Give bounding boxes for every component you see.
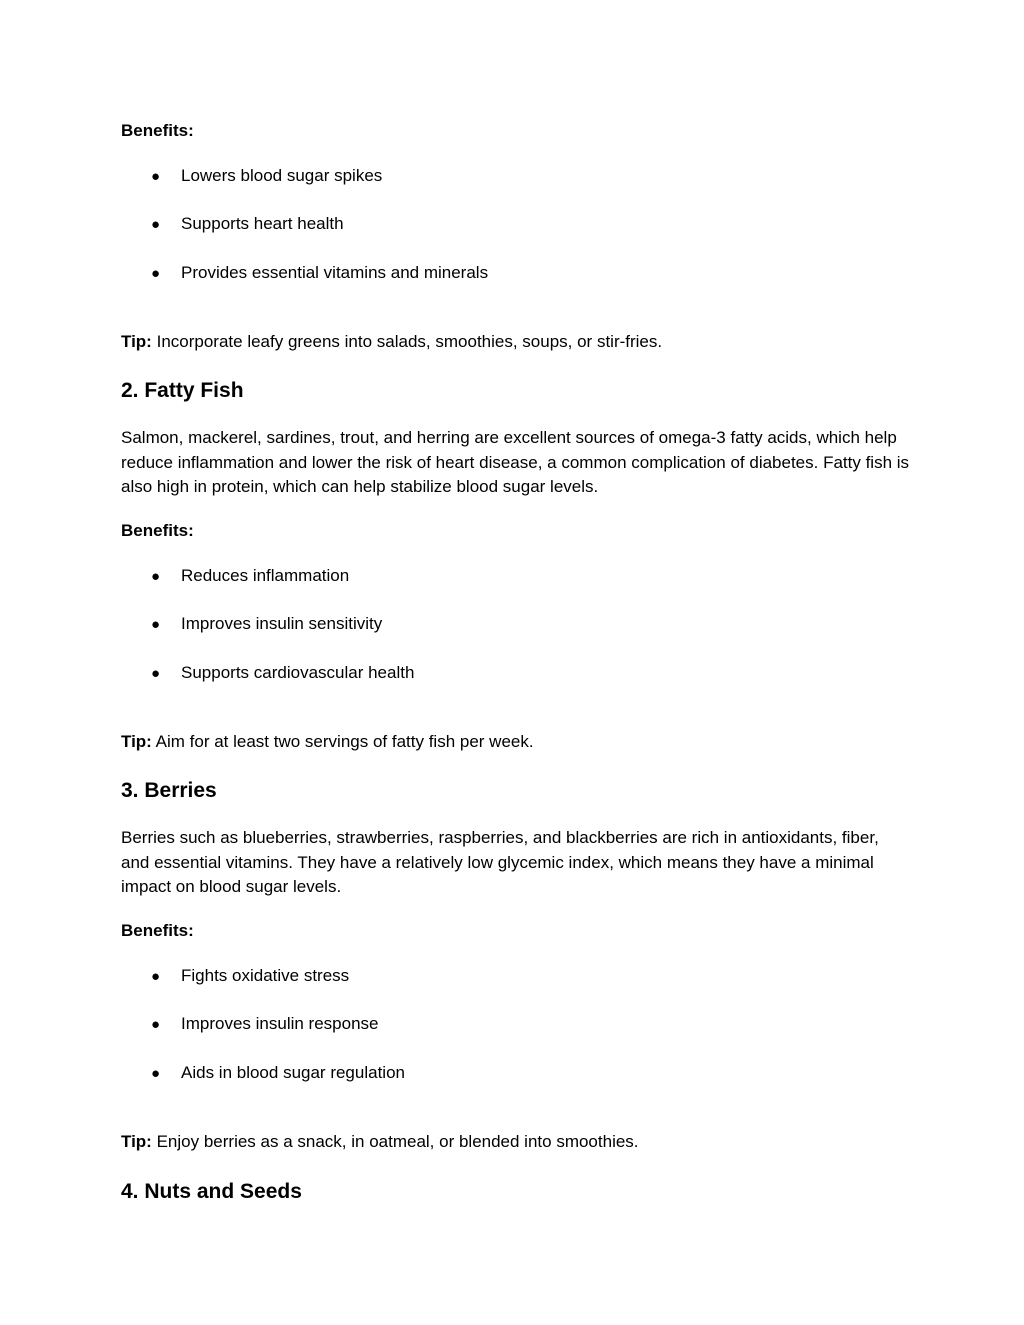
bullet-icon: ● [151,1065,161,1082]
section-heading: 2. Fatty Fish [121,379,244,402]
benefits-label: Benefits: [121,921,194,940]
bullet-icon: ● [151,168,161,185]
benefits-label: Benefits: [121,521,194,540]
list-item: ● Improves insulin sensitivity [151,614,383,633]
section-paragraph: Berries such as blueberries, strawberries, raspberries, and blackberries are rich in antioxidants, fiber, and essential vitamins. They have a relatively low glycemic index, which means they have a minimal impact on blood sugar levels. [121,828,879,896]
section-heading: 4. Nuts and Seeds [121,1180,302,1203]
list-item: ● Aids in blood sugar regulation [151,1063,405,1082]
tip-text: Aim for at least two servings of fatty fish per week. [155,732,534,751]
list-item: ● Provides essential vitamins and minerals [151,263,489,282]
tip-line [121,332,662,352]
tip-text: Enjoy berries as a snack, in oatmeal, or blended into smoothies. [156,1132,639,1151]
bullet-icon: ● [151,1016,161,1033]
tip-line [121,1132,639,1152]
list-item: ● Improves insulin response [151,1014,379,1033]
benefits-label: Benefits: [121,121,194,140]
tip-label: Tip: [121,332,152,351]
bullet-icon: ● [151,568,161,585]
bullet-icon: ● [151,216,161,233]
tip-line [121,732,534,752]
list-item: ● Lowers blood sugar spikes [151,166,383,185]
list-item: ● Supports heart health [151,214,344,233]
section-heading: 3. Berries [121,779,217,802]
bullet-icon: ● [151,616,161,633]
tip-label: Tip: [121,732,152,751]
tip-text: Incorporate leafy greens into salads, smoothies, soups, or stir-fries. [156,332,663,351]
list-item: ● Fights oxidative stress [151,966,350,985]
section-paragraph: Salmon, mackerel, sardines, trout, and herring are excellent sources of omega-3 fatty acids, which help reduce inflammation and lower the risk of heart disease, a common complication of diabetes. Fatty fish is also high in protein, which can help stabilize blood sugar levels. [121,428,910,496]
bullet-icon: ● [151,265,161,282]
tip-label: Tip: [121,1132,152,1151]
bullet-icon: ● [151,665,161,682]
list-item: ● Supports cardiovascular health [151,663,415,682]
list-item: ● Reduces inflammation [151,566,350,585]
bullet-icon: ● [151,968,161,985]
